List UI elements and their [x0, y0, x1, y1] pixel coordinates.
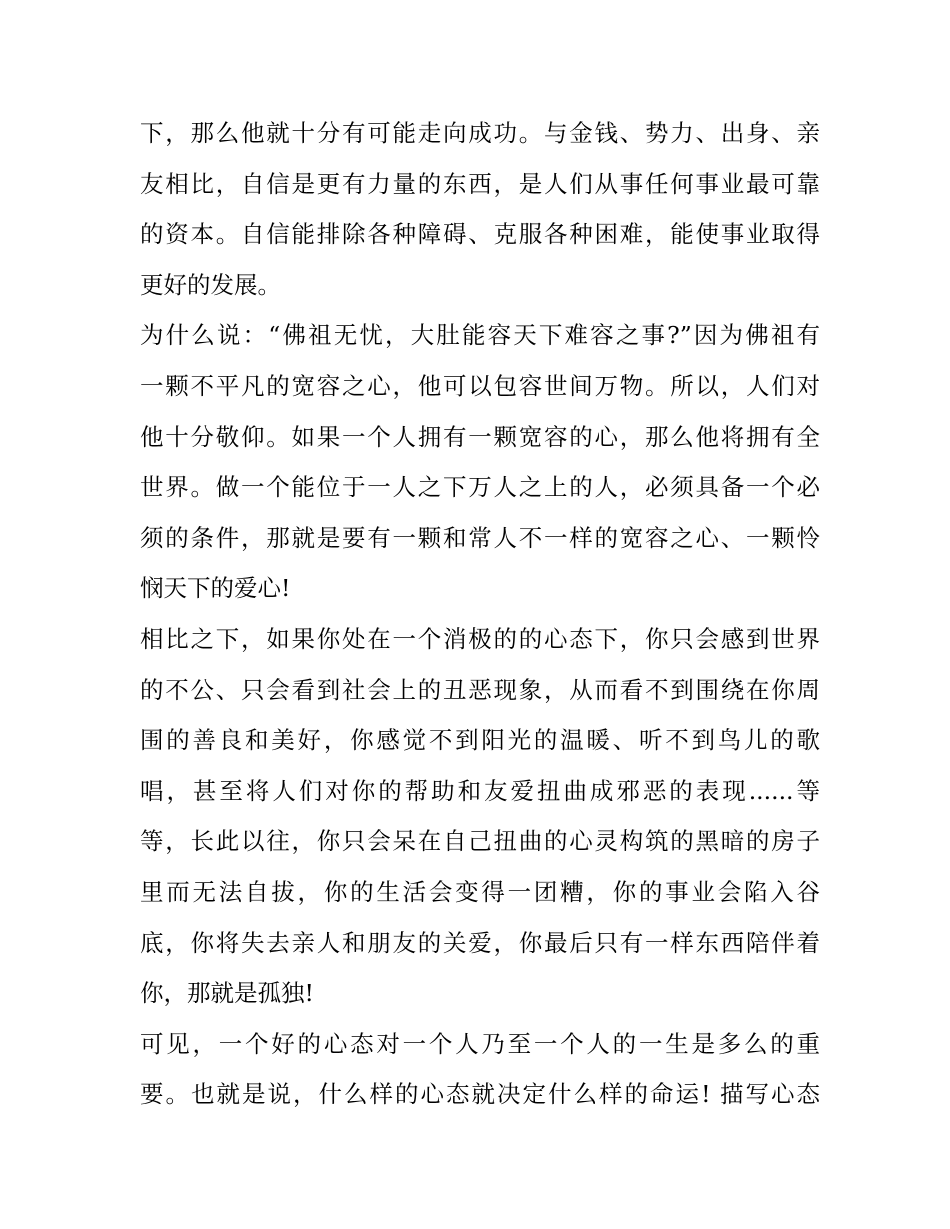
- text-line: 悯天下的爱心!: [140, 574, 291, 603]
- text-line: 等，长此以往，你只会呆在自己扭曲的心灵构筑的黑暗的房子: [140, 827, 820, 856]
- text-line: 围的善良和美好，你感觉不到阳光的温暖、听不到鸟儿的歌: [140, 726, 820, 755]
- text-line: 可见，一个好的心态对一个人乃至一个人的一生是多么的重: [140, 1029, 820, 1058]
- text-line: 下，那么他就十分有可能走向成功。与金钱、势力、出身、亲: [140, 119, 820, 147]
- text-line: 为什么说：“佛祖无忧，大肚能容天下难容之事?”因为佛祖有: [140, 321, 820, 350]
- text-line: 一颗不平凡的宽容之心，他可以包容世间万物。所以，人们对: [140, 371, 820, 400]
- text-line: 唱，甚至将人们对你的帮助和友爱扭曲成邪恶的表现......等: [140, 776, 820, 805]
- text-line: 的不公、只会看到社会上的丑恶现象，从而看不到围绕在你周: [140, 675, 820, 704]
- text-line: 底，你将失去亲人和朋友的关爱，你最后只有一样东西陪伴着: [140, 928, 820, 957]
- text-line: 更好的发展。: [140, 270, 281, 299]
- text-line: 相比之下，如果你处在一个消极的的心态下，你只会感到世界: [140, 624, 820, 653]
- body-text: [140, 108, 820, 1120]
- text-line: 须的条件，那就是要有一颗和常人不一样的宽容之心、一颗怜: [140, 523, 820, 552]
- text-line: 世界。做一个能位于一人之下万人之上的人，必须具备一个必: [140, 473, 820, 502]
- text-line: 你，那就是孤独!: [140, 979, 314, 1008]
- text-line: 里而无法自拔，你的生活会变得一团糟，你的事业会陷入谷: [140, 877, 820, 906]
- text-line: 他十分敬仰。如果一个人拥有一颗宽容的心，那么他将拥有全: [140, 422, 820, 451]
- text-line: 的资本。自信能排除各种障碍、克服各种困难，能使事业取得: [140, 220, 820, 249]
- text-line: 友相比，自信是更有力量的东西，是人们从事任何事业最可靠: [140, 169, 820, 198]
- text-line: 要。也就是说，什么样的心态就决定什么样的命运! 描写心态: [140, 1080, 820, 1109]
